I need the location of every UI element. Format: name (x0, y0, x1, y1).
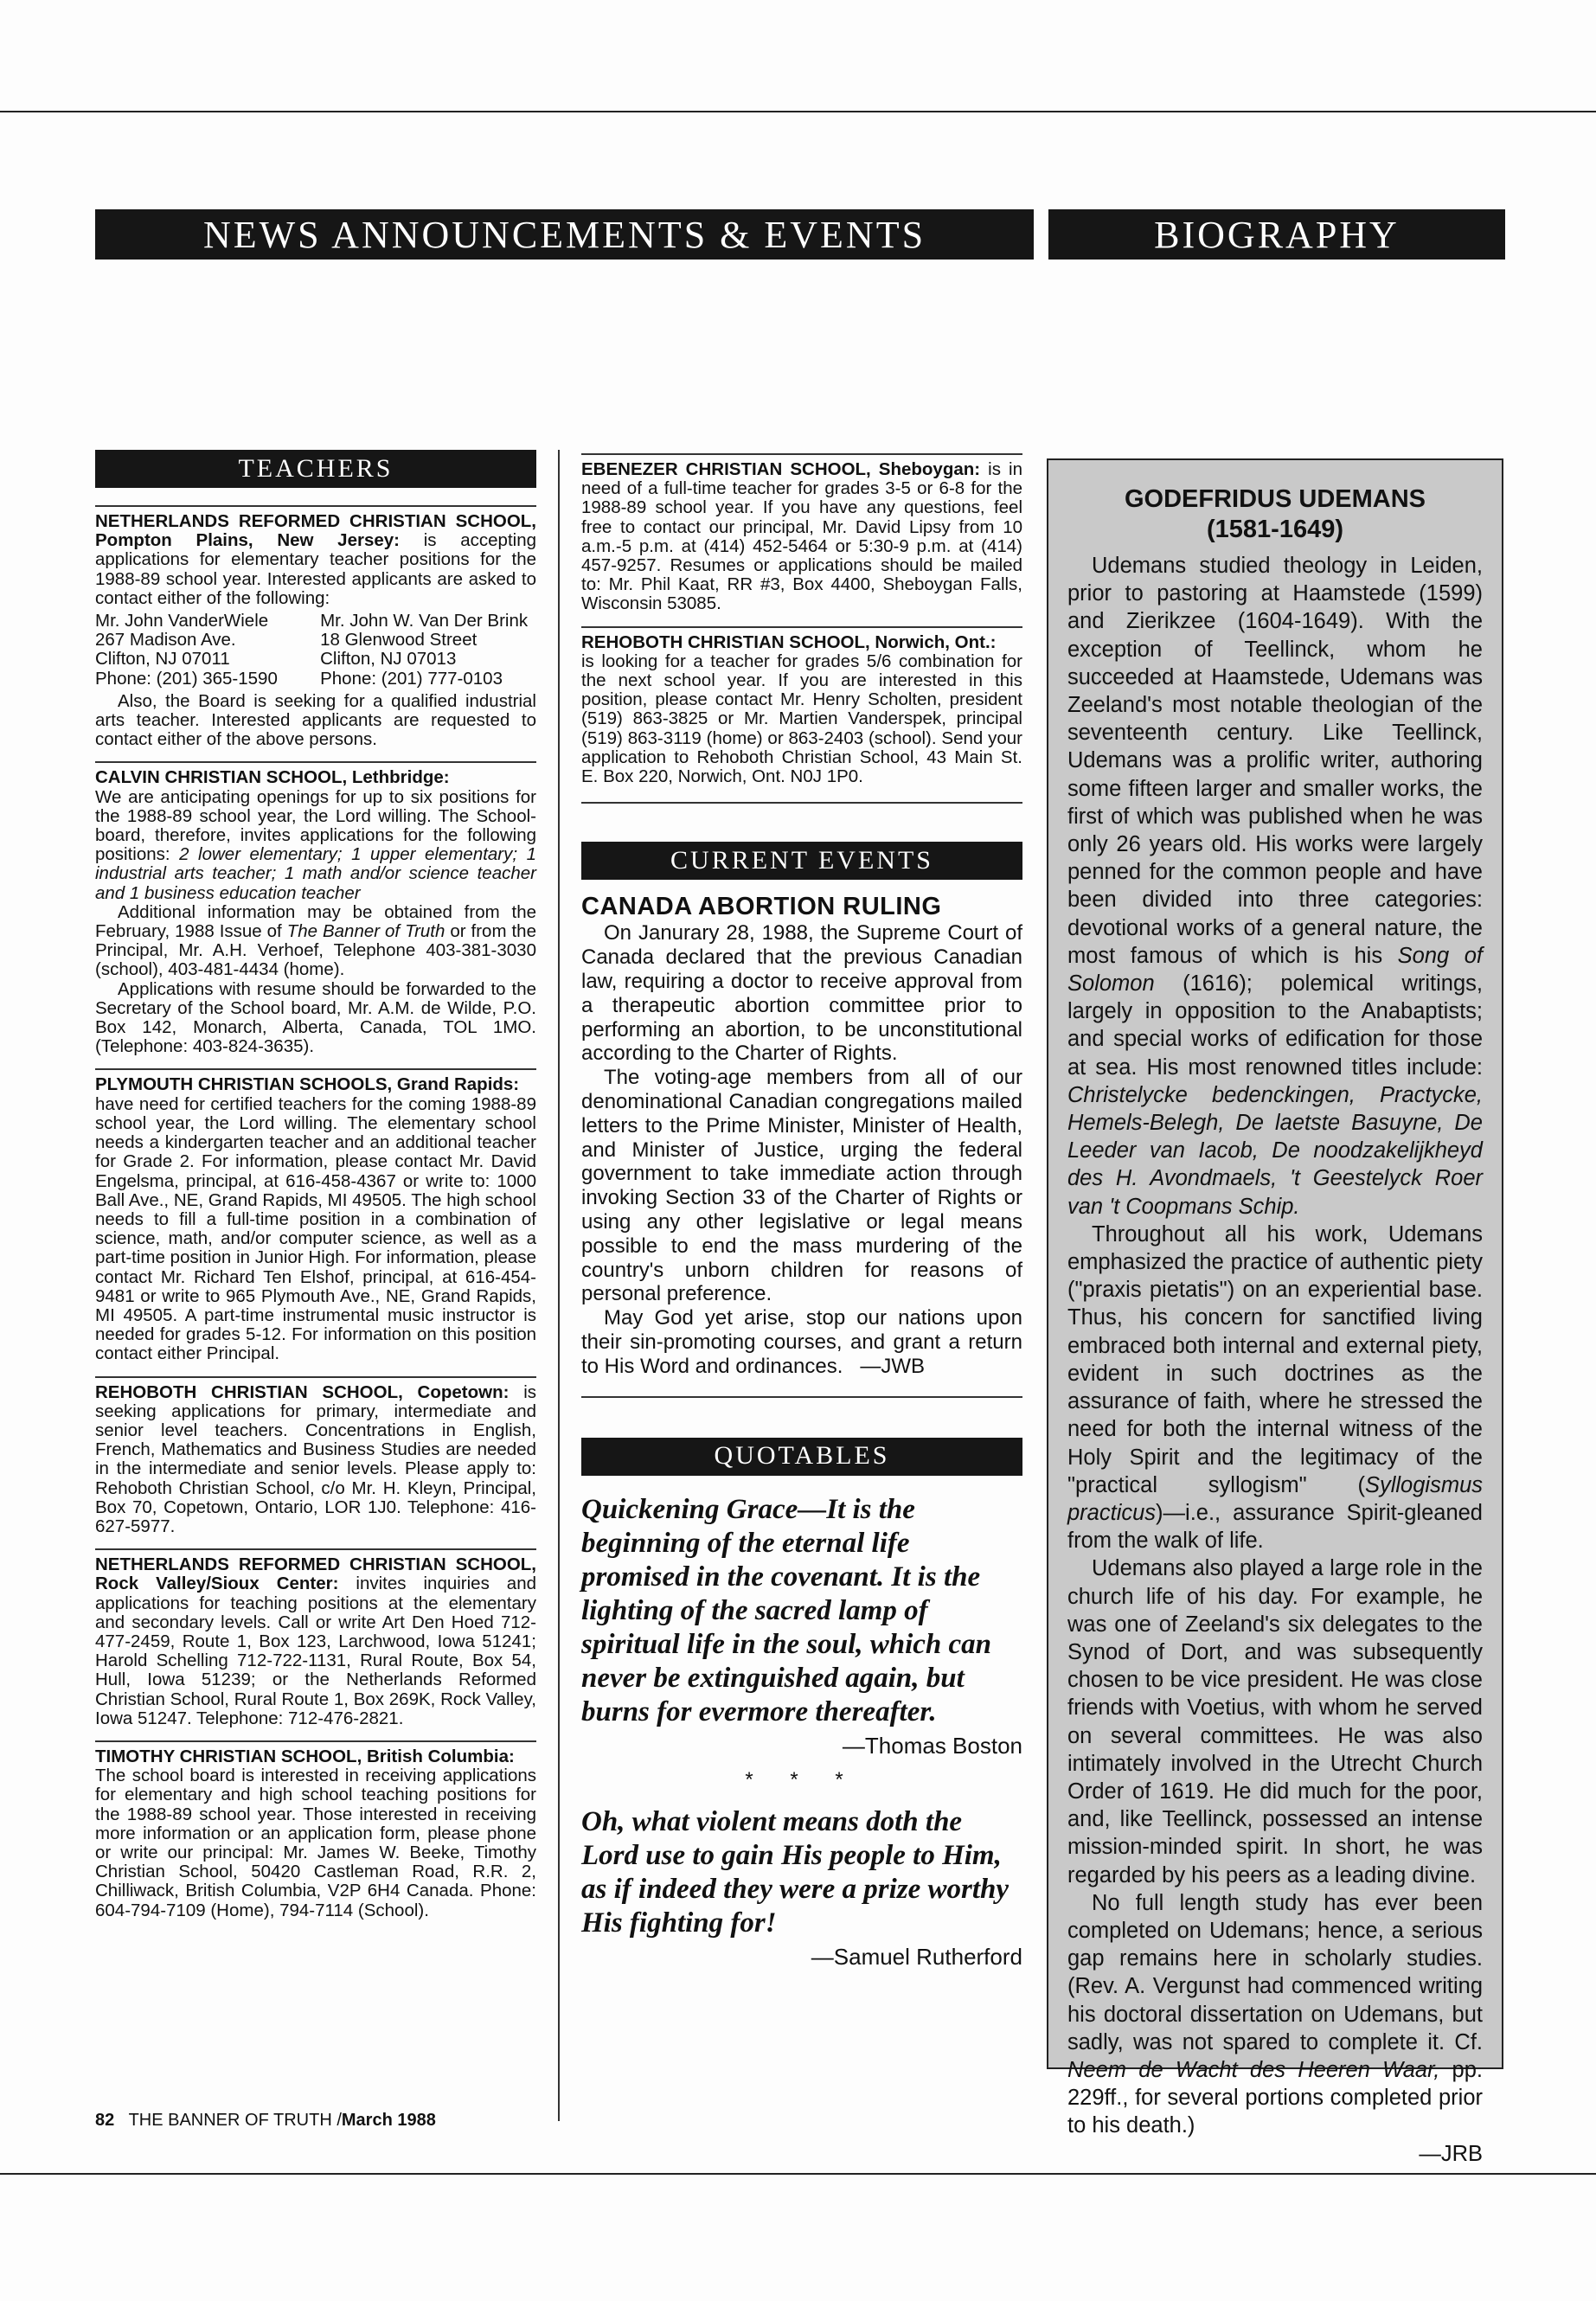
entry-title: CALVIN CHRISTIAN SCHOOL, Lethbridge: (95, 767, 450, 788)
entry-title: NETHERLANDS REFORMED CHRISTIAN SCHOOL, Rock Valley/Sioux Center: (95, 1554, 536, 1594)
article-title: CANADA ABORTION RULING (581, 893, 942, 921)
entry-body: invites inquiries and applications for teaching positions at the elementary and secondary levels. Call or write Art Den Hoed 712-477-2459, Route 1, Box 123, Larchwood, Iowa 51241; Harold Schelling 712-722-1131, Rural Route, Box 54, Hull, Iowa 51239; or the Netherlands Reformed Christian School, Rural Route 1, Box 269K, Rock Valley, Iowa 51247. Telephone: 712-476-2821. (95, 1574, 536, 1728)
biography-title (1067, 484, 1483, 545)
bio-paragraph: pp. 229ff., for several portions completed prior to his death.) (1067, 2057, 1483, 2138)
quote-attribution: —Thomas Boston (842, 1732, 1022, 1759)
entry-body: is accepting applications for elementary teacher positions for the 1988-89 school year. Interested applicants are asked to contact either of the following: (95, 530, 536, 608)
addr-line: Phone: (201) 365-1590 (95, 668, 278, 689)
publication-ref: The Banner of Truth (286, 921, 445, 942)
issue-date: March 1988 (341, 2111, 436, 2130)
contact-addresses (95, 612, 536, 689)
latin-term: Syllogismus practicus (1067, 1472, 1483, 1525)
section-separator: * * * (745, 1767, 859, 1791)
bio-paragraph: (1616); polemical writings, largely in opposition to the Anabaptists; and special works of edification for those at sea. His most renowned titles include: (1067, 971, 1483, 1080)
article-signature: —JWB (860, 1354, 926, 1378)
entry-body-2: Additional information may be obtained from the February, 1988 Issue of (95, 901, 536, 942)
addr-line: Clifton, NJ 07011 (95, 649, 230, 670)
work-titles: Christelycke bedenckingen, Practycke, Hemels-Belegh, De laetste Basuyne, De Leeder van Iacob, De noodzakelijkheyd des H. Avondmaels, 't Geestelyck Roer van 't Coopmans Schip. (1067, 1082, 1483, 1219)
biography-dates: (1581-1649) (1207, 516, 1343, 543)
addr-line: Phone: (201) 777-0103 (320, 668, 503, 689)
bio-paragraph: Udemans also played a large role in the church life of his day. For example, he was one of Zeeland's six delegates to the Synod of Dort, and was subsequently chosen to be vice president. He was close friends with Voetius, with whom he served on several committees. He was also intimately involved in the Utrecht Church Order of 1619. He did much for the poor, and, like Teellinck, possessed an intense mission-minded spirit. In short, he was regarded by his peers as a leading divine. (1067, 1556, 1483, 1888)
addr-line: 267 Madison Ave. (95, 630, 236, 651)
current-events-heading: CURRENT EVENTS (581, 842, 1022, 880)
bottom-rule (0, 2173, 1596, 2175)
addr-line: Mr. John VanderWiele (95, 611, 269, 631)
entry-body-3: Applications with resume should be forwarded to the Secretary of the School board, Mr. A.M. de Wilde, P.O. Box 142, Monarch, Alberta, Canada, TOL 1MO. (Telephone: 403-824-3635). (95, 978, 536, 1057)
entry-title: PLYMOUTH CHRISTIAN SCHOOLS, Grand Rapids: (95, 1074, 520, 1095)
entry-body-2b: or from the Principal, Mr. A.H. Verhoef, Telephone 403-381-3030 (school), 403-481-4434 (home). (95, 921, 536, 980)
middle-column (581, 453, 1022, 1980)
page-number: 82 (95, 2111, 115, 2130)
entry-body: is in need of a full-time teacher for grades 3-5 or 6-8 for the 1988-89 school year. If you have any questions, feel free to contact our principal, Mr. David Lipsy from 10 a.m.-5 p.m. at (414) 452-5464 or 5:30-9 p.m. at (414) 457-9257. Resumes or applications should be mailed to: Mr. Phil Kaat, RR #3, Box 4400, Sheboygan Falls, Wisconsin 53085. (581, 459, 1022, 614)
bio-signature: —JRB (1419, 2141, 1483, 2166)
entry-body: The school board is interested in receiving applications for elementary and high school teaching positions for the 1988-89 school year. Those interested in receiving more information or an application form, please phone or write our principal: Mr. James W. Beeke, Timothy Christian School, 50420 Castleman Road, R.R. 2, Chilliwack, British Columbia, V2P 6H4 Canada. Phone: 604-794-7109 (Home), 794-7114 (School). (95, 1766, 536, 1920)
entry-title: REHOBOTH CHRISTIAN SCHOOL, Norwich, Ont.: (581, 631, 997, 652)
entry-positions: 2 lower elementary; 1 upper elementary; 1 industrial arts teacher; 1 math and/or science teacher and 1 business education teacher (95, 844, 536, 903)
teachers-column (95, 450, 536, 1932)
entry-body: have need for certified teachers for the coming 1988-89 school year, the Lord willing. The elementary school needs a kindergarten teacher and an additional teacher for Grade 2. For information, please contact Mr. David Engelsma, principal, at 616-458-4367 or write to: 1000 Ball Ave., NE, Grand Rapids, MI 49505. The high school needs to fill a full-time position in a combination of science, math, and/or computer science, as well as a part-time position in Junior High. For information, please contact Mr. Richard Ten Elshof, principal, at 616-454-9481 or write to 965 Plymouth Ave., NE, Grand Rapids, MI 49505. A part-time instrumental music instructor is needed for grades 5-12. For information on this position contact either Principal. (95, 1093, 536, 1364)
publication-name: THE BANNER OF TRUTH / (128, 2111, 342, 2130)
entry-rehoboth-copetown (95, 1376, 536, 1537)
entry-title: REHOBOTH CHRISTIAN SCHOOL, Copetown: (95, 1381, 510, 1402)
entry-netherlands-pompton (95, 505, 536, 749)
entry-body: is seeking applications for primary, intermediate and senior level teachers. Concentrations in English, French, Mathematics and Business Studies are needed in the intermediate and senior levels. Please apply to: Rehoboth Christian School, c/o Mr. H. Kleyn, Principal, Box 70, Copetown, Ontario, LOR 1J0. Telephone: 416-627-5977. (95, 1381, 536, 1536)
entry-plymouth (95, 1068, 536, 1363)
article-paragraph: The voting-age members from all of our denominational Canadian congregations mailed letters to the Prime Minister, Minister of Health, and Minister of Justice, urging the federal government to take immediate action through invoking Section 33 of the Charter of Rights or using any other legislative or legal means possible to end the mass murdering of the country's unborn children for reasons of personal preference. (581, 1066, 1022, 1306)
bio-paragraph: Udemans studied theology in Leiden, prior to pastoring at Haamstede (1599) and Zierikzee (1604-1649). With the exception of Teellinck, whom he succeeded at Haamstede, Udemans was Zeeland's most notable theologian of the seventeenth century. Like Teellinck, Udemans was a prolific writer, authoring some fifteen larger and smaller works, the first of which was published when he was only 26 years old. His works were largely penned for the common people and have been divided into three categories: devotional works of a general nature, the most famous of which is his (1067, 554, 1483, 968)
article-paragraph: On Janurary 28, 1988, the Supreme Court of Canada declared that the previous Canadian law, requiring a doctor to receive approval from a therapeutic abortion committee prior to performing an abortion, to be unconstitutional according to the Charter of Rights. (581, 921, 1022, 1066)
entry-timothy (95, 1740, 536, 1920)
work-title: Neem de Wacht des Heeren Waar, (1067, 2057, 1440, 2082)
addr-line: Mr. John W. Van Der Brink (320, 611, 529, 631)
contact-left (95, 612, 311, 689)
bio-paragraph: Throughout all his work, Udemans emphasized the practice of authentic piety ("praxis pietatis") on an experiential base. Thus, his concern for sanctified living embraced both internal and external piety, evident in such doctrines as the assurance of faith, where he stressed the need for both the internal witness of the Holy Spirit and the legitimacy of the "practical syllogism" ( (1067, 1221, 1483, 1497)
contact-right (320, 612, 536, 689)
column-divider (558, 450, 560, 2121)
top-rule (0, 111, 1596, 112)
quote-rutherford: Oh, what violent means doth the Lord use to gain His people to Him, as if indeed they were a prize worthy His fighting for! (581, 1806, 1010, 1939)
quotables-heading: QUOTABLES (581, 1438, 1022, 1476)
entry-netherlands-rock-valley (95, 1548, 536, 1728)
addr-line: Clifton, NJ 07013 (320, 649, 457, 670)
entry-title: EBENEZER CHRISTIAN SCHOOL, Sheboygan: (581, 459, 981, 479)
bio-paragraph: )—i.e., assurance Spirit-gleaned from the walk of life. (1067, 1500, 1483, 1554)
article-paragraph: May God yet arise, stop our nations upon their sin-promoting courses, and grant a return to His Word and ordinances. (581, 1306, 1022, 1378)
quote-attribution: —Samuel Rutherford (811, 1944, 1022, 1970)
entry-ebenezer (581, 453, 1022, 614)
teachers-heading: TEACHERS (95, 450, 536, 488)
entry-title: NETHERLANDS REFORMED CHRISTIAN SCHOOL, Pompton Plains, New Jersey: (95, 511, 536, 551)
biography-box (1047, 458, 1503, 2166)
entry-body: is looking for a teacher for grades 5/6 combination for the next school year. If you are interested in this position, please contact Mr. Henry Scholten, president (519) 863-3825 or Mr. Martien Vanderspek, principal (519) 863-3119 (home) or 863-2403 (school). Send your application to Rehoboth Christian School, 43 Main St. E. Box 220, Norwich, Ont. N0J 1P0. (581, 651, 1022, 787)
bio-paragraph: No full length study has ever been completed on Udemans; hence, a serious gap remains here in scholarly studies. (Rev. A. Vergunst had commenced writing his doctoral dissertation on Udemans, but sadly, was not spared to complete it. Cf. (1067, 1890, 1483, 2054)
article-body (581, 921, 1022, 1378)
entry-calvin (95, 761, 536, 1056)
biography-name: GODEFRIDUS UDEMANS (1124, 485, 1426, 513)
entry-body-2: Also, the Board is seeking for a qualified industrial arts teacher. Interested applicants are requested to contact either of the above persons. (95, 690, 536, 750)
entry-body: We are anticipating openings for up to six positions for the 1988-89 school year, the Lord willing. The School-board, therefore, invites applications for the following positions: (95, 786, 536, 865)
biography-banner: BIOGRAPHY (1048, 209, 1505, 260)
work-title: Song of Solomon (1067, 943, 1483, 997)
news-banner: NEWS ANNOUNCEMENTS & EVENTS (95, 209, 1034, 260)
addr-line: 18 Glenwood Street (320, 630, 478, 651)
page-footer (95, 2111, 436, 2131)
quote-boston: Quickening Grace—It is the beginning of the eternal life promised in the covenant. It is the lighting of the sacred lamp of spiritual life in the soul, which can never be extinguished again, but burns for evermore thereafter. (581, 1493, 992, 1727)
entry-rehoboth-norwich (581, 626, 1022, 787)
entry-title: TIMOTHY CHRISTIAN SCHOOL, British Columbia: (95, 1746, 515, 1766)
